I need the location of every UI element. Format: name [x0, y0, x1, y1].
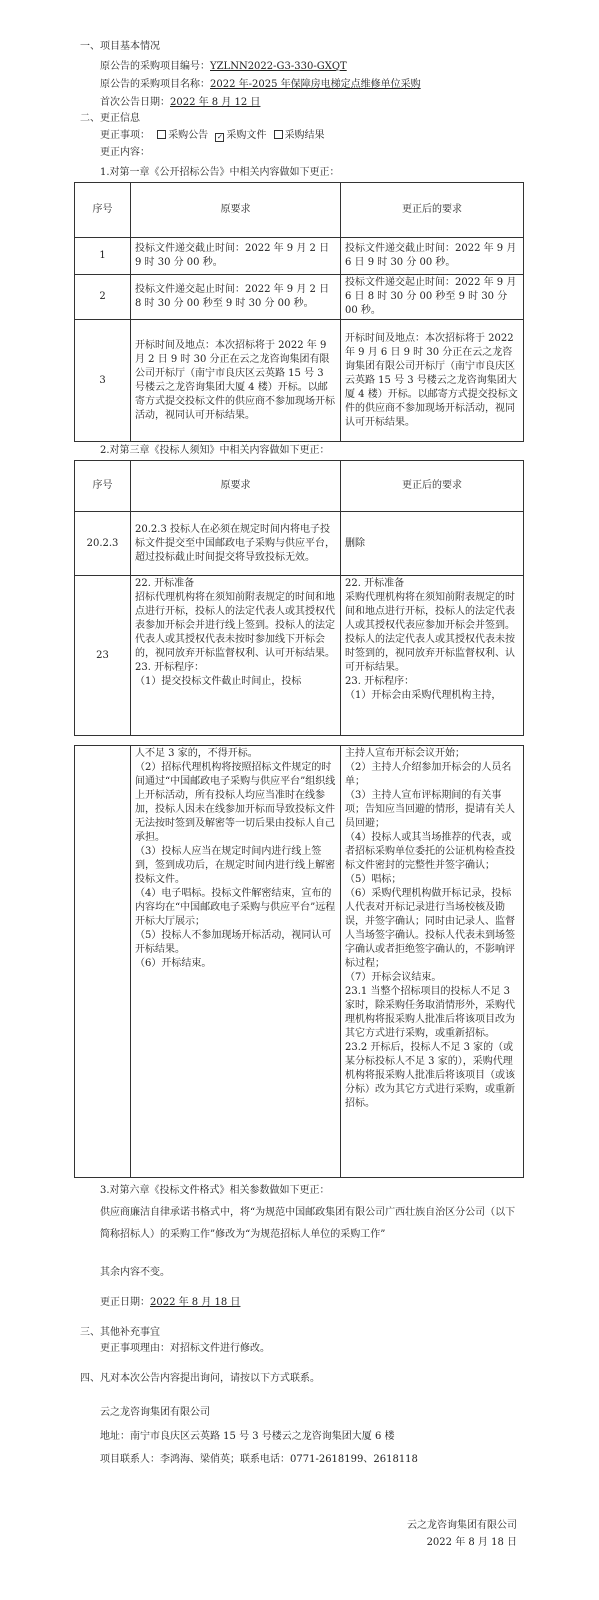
change-date-label: 更正日期：	[100, 1297, 150, 1308]
header-corrected: 更正后的要求	[341, 183, 524, 238]
table-row	[75, 320, 524, 442]
row-no	[75, 746, 131, 1178]
row-corrected: 删除	[341, 512, 524, 576]
table-row	[75, 238, 524, 275]
correction-intro-1: 1.对第一章《公开招标公告》中相关内容做如下更正：	[100, 167, 340, 178]
correction-table-2	[74, 460, 524, 736]
correction-intro-3: 3.对第六章《投标文件格式》相关参数做如下更正：	[100, 1185, 330, 1196]
checkbox-procurement-file: ✓	[216, 133, 223, 141]
header-original: 原要求	[131, 461, 341, 512]
section-4-heading: 四、凡对本次公告内容提出询问，请按以下方式联系。	[80, 1373, 320, 1384]
row-corrected: 投标文件递交起止时间：2022 年 9 月 6 日 8 时 30 分 00 秒至 9 时 30 分 00 秒。	[341, 275, 524, 320]
remaining-unchanged: 其余内容不变。	[100, 1267, 170, 1278]
row-corrected: 投标文件递交截止时间：2022 年 9 月 6 日 9 时 30 分 00 秒。	[341, 238, 524, 275]
change-date: 2022 年 8 月 18 日	[150, 1297, 241, 1308]
project-name: 2022 年-2025 年保障房电梯定点维修单位采购	[210, 79, 421, 90]
row-original: 投标文件递交截止时间：2022 年 9 月 2 日 9 时 30 分 00 秒。	[131, 238, 341, 275]
project-name-row	[100, 78, 421, 92]
row-no: 1	[75, 238, 131, 275]
project-name-label: 原公告的采购项目名称：	[100, 79, 210, 90]
table-row	[75, 275, 524, 320]
row-original: 20.2.3 投标人在必须在规定时间内将电子投标文件提交至中国邮政电子采购与供应平台，超过投标截止时间提交将导致投标无效。	[131, 512, 341, 576]
first-date: 2022 年 8 月 12 日	[170, 97, 261, 108]
row-no: 3	[75, 320, 131, 442]
first-date-label: 首次公告日期：	[100, 97, 170, 108]
row-corrected: 22. 开标准备 采购代理机构将在须知前附表规定的时间和地点进行开标，投标人的法定代表人或其授权代表应参加开标会并签到。投标人的法定代表人或其授权代表未按时签到的，视同放弃开标监督权利、认可开标结果。 23. 开标程序： （1）开标会由采购代理机构主持，	[341, 576, 524, 736]
change-content-label: 更正内容：	[100, 147, 150, 158]
table-row	[75, 576, 524, 736]
row-corrected: 主持人宣布开标会议开始； （2）主持人介绍参加开标会的人员名单； （3）主持人宣布评标期间的有关事项；告知应当回避的情形，提请有关人员回避； （4）投标人或其当场推荐的代表，或者招标采购单位委托的公证机构检查投标文件密封的完整性并签字确认； （5）唱标； （6）采购代理机构做开标记录，投标人代表对开标记录进行当场校核及勘误，并签字确认；同时由记录人、监督人当场签字确认。投标人代表未到场签字确认或者拒绝签字确认的，不影响评标过程； （7）开标会议结束。 23.1 当整个招标项目的投标人不足 3 家时，除采购任务取消情形外，采购代理机构将报采购人批准后将该项目改为其它方式进行采购，或重新招标。 23.2 开标后，投标人不足 3 家的（或某分标投标人不足 3 家的），采购代理机构将报采购人批准后将该项目（或该分标）改为其它方式进行采购，或重新招标。	[341, 746, 524, 1178]
row-original: 人不足 3 家的，不得开标。 （2）招标代理机构将按照招标文件规定的时间通过“中国邮政电子采购与供应平台”组织线上开标活动，所有投标人均应当准时在线参加，投标人因未在线参加开标而导致投标文件无法按时签到及解密等一切后果由投标人自己承担。 （3）投标人应当在规定时间内进行线上签到，签到成功后，在规定时间内进行线上解密投标文件。 （4）电子唱标。投标文件解密结束，宣布的内容均在“中国邮政电子采购与供应平台”远程开标大厅展示； （5）投标人不参加现场开标活动，视同认可开标结果。 （6）开标结束。	[131, 746, 341, 1178]
project-number: YZLNN2022-G3-330-GXQT	[210, 61, 347, 72]
change-items-label: 更正事项：	[100, 130, 150, 141]
correction-table-2-continued	[74, 745, 524, 1178]
section-1-heading: 一、项目基本情况	[80, 41, 160, 52]
project-number-row	[100, 60, 347, 74]
footer-date: 2022 年 8 月 18 日	[426, 1537, 517, 1548]
first-date-row	[100, 96, 260, 110]
table-header-row	[75, 183, 524, 238]
header-no: 序号	[75, 183, 131, 238]
item-label-notice: 采购公告	[168, 130, 209, 141]
row-no: 20.2.3	[75, 512, 131, 576]
format-correction-paragraph: 供应商廉洁自律承诺书格式中，将“为规范中国邮政集团有限公司广西壮族自治区分公司（以下简称招标人）的采购工作”修改为“为规范招标人单位的采购工作”	[100, 1207, 516, 1240]
section-2-heading: 二、更正信息	[80, 113, 140, 124]
item-label-result: 采购结果	[284, 130, 325, 141]
contact-company: 云之龙咨询集团有限公司	[100, 1407, 210, 1418]
correction-intro-2: 2.对第三章《投标人须知》中相关内容做如下更正：	[100, 445, 330, 456]
contact-persons: 项目联系人：李鸿海、梁俏英；联系电话：0771-2618199、2618118	[100, 1454, 418, 1465]
header-original: 原要求	[131, 183, 341, 238]
correction-table-1	[74, 182, 524, 442]
row-no: 2	[75, 275, 131, 320]
row-original: 开标时间及地点：本次招标将于 2022 年 9 月 2 日 9 时 30 分正在云之龙咨询集团有限公司开标厅（南宁市良庆区云英路 15 号 3 号楼云之龙咨询集团大厦 4 楼）开标。以邮寄方式提交投标文件的供应商不参加现场开标活动，视同认可开标结果。	[131, 320, 341, 442]
table-row	[75, 512, 524, 576]
footer-company: 云之龙咨询集团有限公司	[407, 1520, 517, 1531]
contact-address: 地址：南宁市良庆区云英路 15 号 3 号楼云之龙咨询集团大厦 6 楼	[100, 1431, 395, 1442]
header-corrected: 更正后的要求	[341, 461, 524, 512]
table-row	[75, 746, 524, 1178]
project-number-label: 原公告的采购项目编号：	[100, 61, 210, 72]
table-header-row	[75, 461, 524, 512]
change-items-row	[100, 129, 325, 143]
row-original: 投标文件递交起止时间：2022 年 9 月 2 日 8 时 30 分 00 秒至 9 时 30 分 00 秒。	[131, 275, 341, 320]
row-original: 22. 开标准备 招标代理机构将在须知前附表规定的时间和地点进行开标，投标人的法定代表人或其授权代表参加开标会并进行线上签到。投标人的法定代表人或其授权代表未按时参加线下开标会的，视同放弃开标监督权利、认可开标结果。 23. 开标程序： （1）提交投标文件截止时间止，投标	[131, 576, 341, 736]
change-reason: 更正事项理由：对招标文件进行修改。	[100, 1343, 270, 1354]
checkbox-procurement-notice	[157, 130, 166, 139]
row-no: 23	[75, 576, 131, 736]
item-label-file: 采购文件	[226, 130, 267, 141]
row-corrected: 开标时间及地点：本次招标将于 2022 年 9 月 6 日 9 时 30 分正在云之龙咨询集团有限公司开标厅（南宁市良庆区云英路 15 号 3 号楼云之龙咨询集团大厦 4 楼）开标。以邮寄方式提交投标文件的供应商不参加现场开标活动，视同认可开标结果。	[341, 320, 524, 442]
checkbox-procurement-result	[274, 130, 283, 139]
section-3-heading: 三、其他补充事宜	[80, 1327, 160, 1338]
header-no: 序号	[75, 461, 131, 512]
change-date-row	[100, 1296, 240, 1310]
